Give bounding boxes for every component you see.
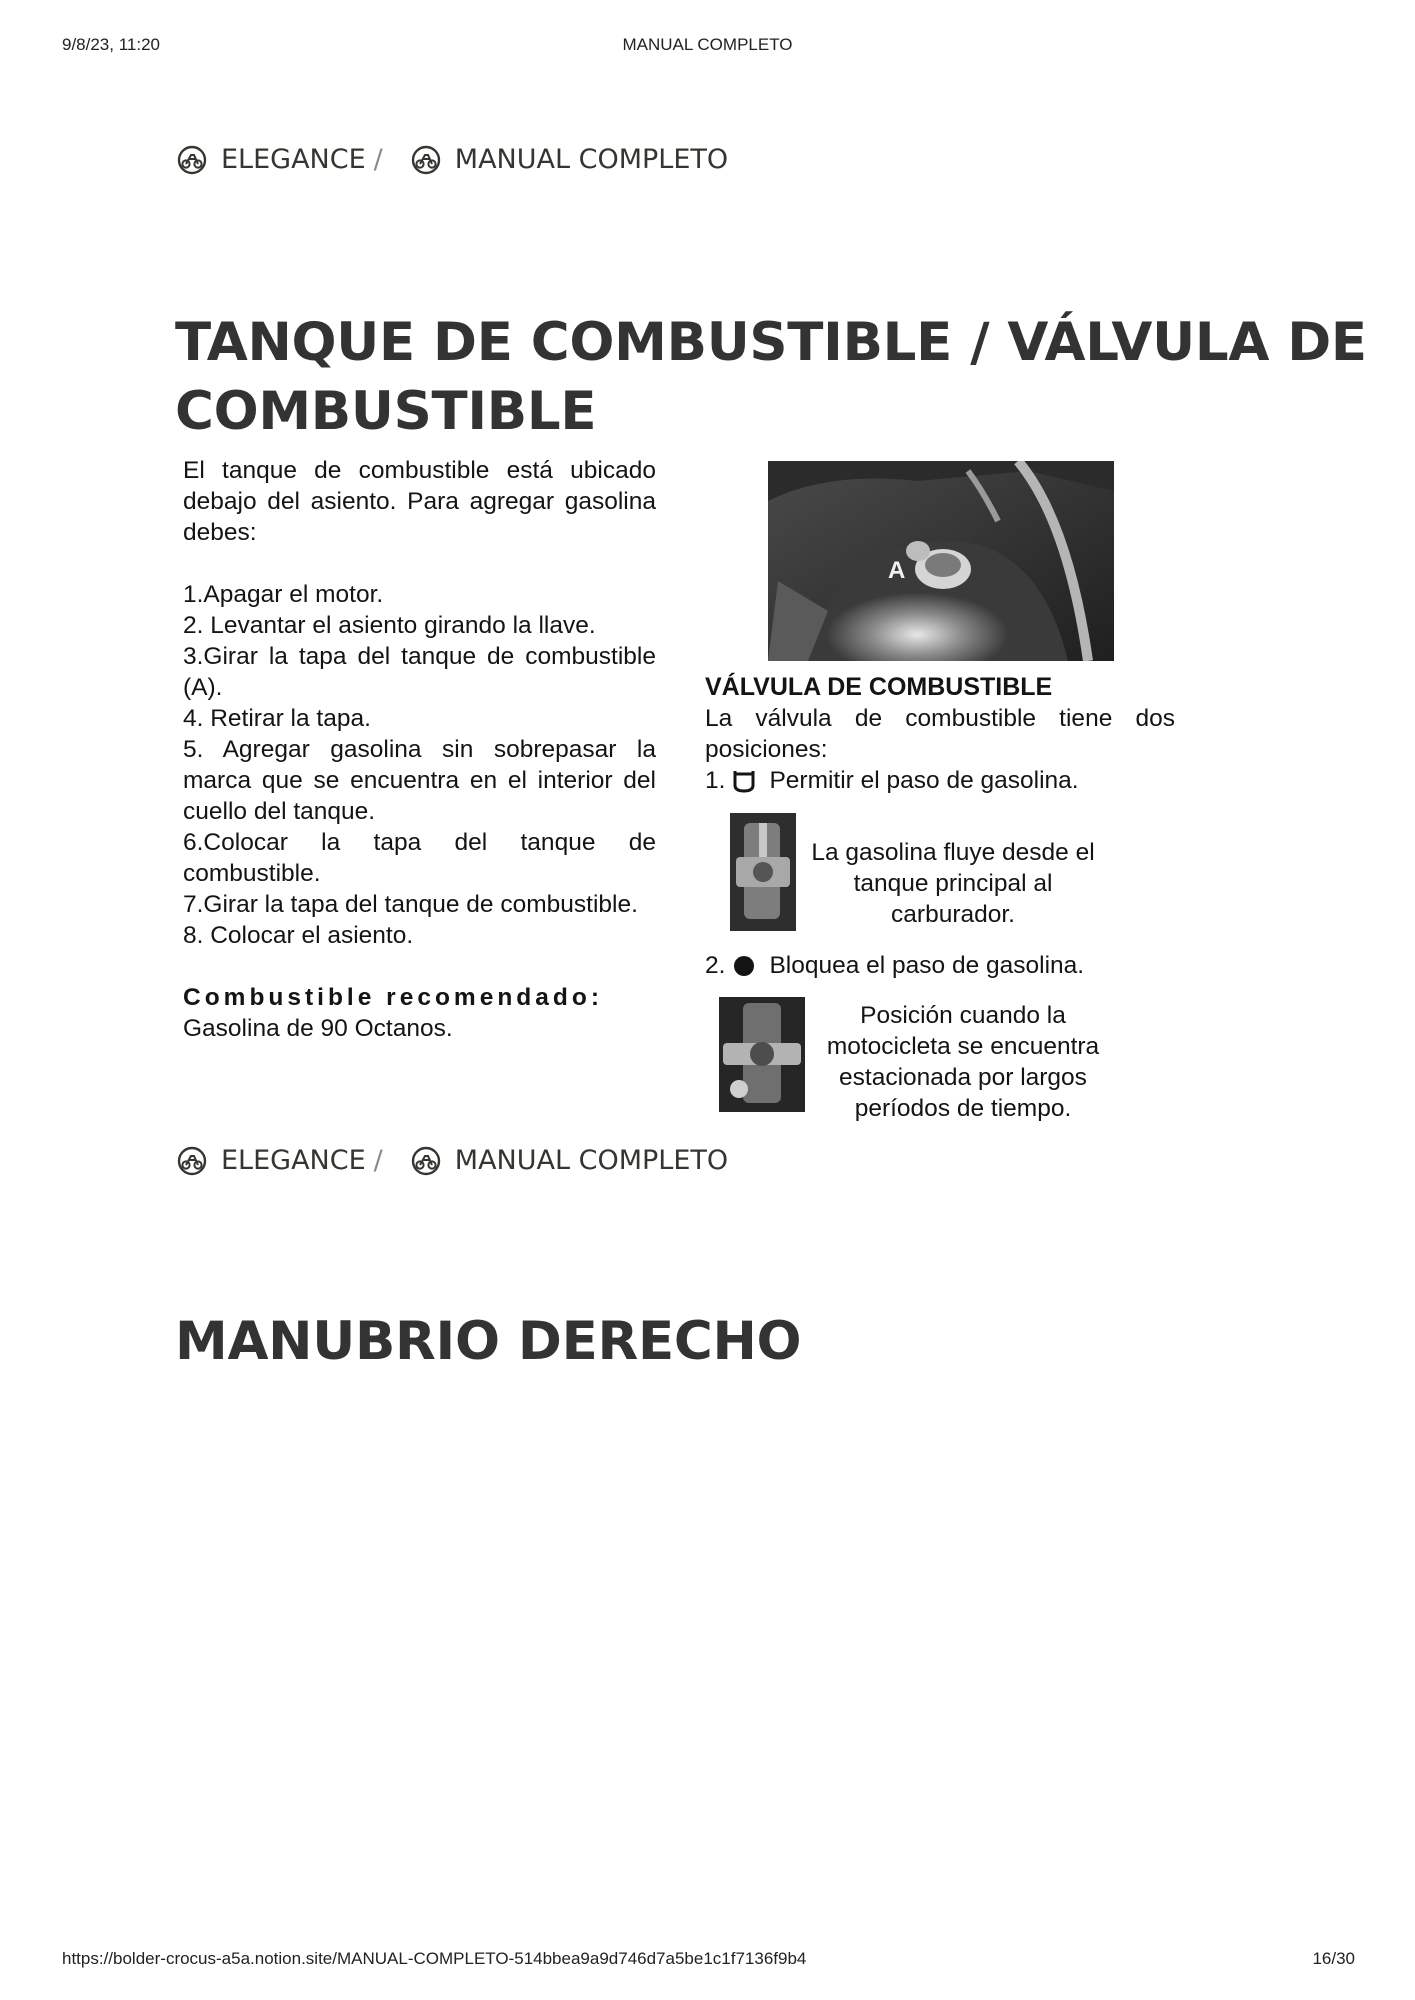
position-1-label: Permitir el paso de gasolina. (769, 767, 1079, 794)
tank-intro: El tanque de combustible está ubicado debajo del asiento. Para agregar gasolina debes: (183, 457, 656, 546)
motorcycle-logo-icon (177, 1146, 207, 1176)
breadcrumb (177, 144, 728, 175)
valve-title: VÁLVULA DE COMBUSTIBLE (705, 673, 1053, 701)
page-title-line2: COMBUSTIBLE (175, 381, 597, 442)
valve-open-photo (730, 813, 796, 931)
position-1-description (808, 837, 1098, 930)
breadcrumb-label: ELEGANCE (221, 1145, 366, 1176)
step-7: 7.Girar la tapa del tanque de combustible. (183, 891, 638, 918)
position-2-desc-line: Posición cuando la (860, 1002, 1066, 1029)
breadcrumb (177, 1145, 728, 1176)
photo-label-a: A (888, 557, 906, 584)
breadcrumb-separator: / (373, 144, 383, 175)
step-8: 8. Colocar el asiento. (183, 922, 414, 949)
section-title-manubrio: MANUBRIO DERECHO (175, 1311, 802, 1372)
manual-scan-image (178, 455, 1183, 1122)
step-4: 4. Retirar la tapa. (183, 705, 371, 732)
position-2-desc-line: estacionada por largos (839, 1064, 1087, 1091)
tank-instructions (183, 455, 656, 1044)
print-url[interactable]: https://bolder-crocus-a5a.notion.site/MANUAL-COMPLETO-514bbea9a9d746d7a5be1c1f7136f9b4 (62, 1949, 807, 1968)
position-1-desc-line: La gasolina fluye desde el (811, 839, 1095, 866)
page-title (175, 308, 1367, 446)
breadcrumb-label: ELEGANCE (221, 144, 366, 175)
valve-position-2 (705, 952, 1084, 980)
motorcycle-logo-icon (411, 145, 441, 175)
position-2-number: 2. (705, 952, 726, 979)
breadcrumb-item-elegance[interactable] (177, 1145, 366, 1176)
valve-intro: La válvula de combustible tiene dos posiciones: (705, 705, 1175, 763)
print-datetime: 9/8/23, 11:20 (62, 35, 160, 54)
breadcrumb-label: MANUAL COMPLETO (454, 1145, 729, 1176)
print-title: MANUAL COMPLETO (622, 35, 793, 54)
position-1-desc-line: tanque principal al (853, 870, 1053, 897)
step-3: 3.Girar la tapa del tanque de combustible (A). (183, 643, 656, 701)
breadcrumb-item-manual-completo[interactable] (411, 1145, 728, 1176)
position-2-desc-line: motocicleta se encuentra (826, 1033, 1100, 1060)
breadcrumb-item-elegance[interactable] (177, 144, 366, 175)
position-1-number: 1. (705, 767, 726, 794)
breadcrumb-label: MANUAL COMPLETO (454, 144, 729, 175)
step-5: 5. Agregar gasolina sin sobrepasar la marca que se encuentra en el interior del cuello del tanque. (183, 736, 656, 825)
motorcycle-logo-icon (411, 1146, 441, 1176)
valve-closed-icon (733, 955, 755, 977)
print-page-number: 16/30 (1312, 1949, 1355, 1968)
breadcrumb-separator: / (373, 1145, 383, 1176)
step-2: 2. Levantar el asiento girando la llave. (183, 612, 596, 639)
valve-position-1 (705, 767, 1079, 795)
step-6: 6.Colocar la tapa del tanque de combustible. (183, 829, 656, 887)
valve-closed-photo (719, 997, 805, 1112)
recommended-fuel-value: Gasolina de 90 Octanos. (183, 1015, 453, 1042)
position-2-desc-line: períodos de tiempo. (854, 1095, 1072, 1122)
step-1: 1.Apagar el motor. (183, 581, 384, 608)
position-1-desc-line: carburador. (891, 901, 1015, 928)
recommended-fuel-title: Combustible recomendado: (183, 984, 603, 1011)
motorcycle-logo-icon (177, 145, 207, 175)
position-2-description (818, 1000, 1108, 1124)
page-title-line1: TANQUE DE COMBUSTIBLE / VÁLVULA DE (175, 312, 1367, 373)
valve-open-icon (733, 769, 755, 793)
position-2-label: Bloquea el paso de gasolina. (769, 952, 1085, 979)
breadcrumb-item-manual-completo[interactable] (411, 144, 728, 175)
fuel-tank-photo (768, 461, 1114, 661)
